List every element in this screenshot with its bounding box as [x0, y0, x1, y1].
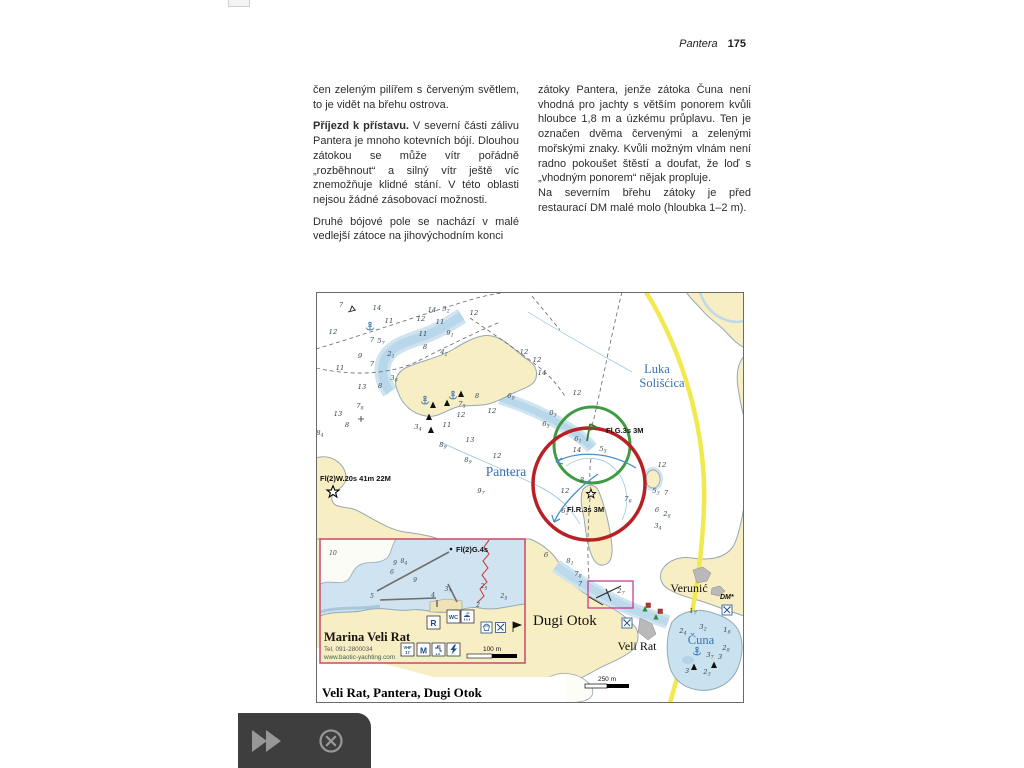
map-caption: Veli Rat, Pantera, Dugi Otok: [322, 685, 482, 700]
depth-number: $6_5$: [542, 420, 550, 430]
caption-strip: [316, 677, 566, 703]
scale-bar-main: [585, 684, 629, 688]
depth-number: 6: [390, 569, 394, 576]
depth-number: 14: [537, 369, 547, 377]
label-light-green: Fl.G.3s 3M: [606, 426, 644, 435]
depth-number: 9: [413, 577, 417, 584]
header-page-number: 175: [727, 38, 746, 50]
running-header: [546, 38, 746, 50]
depth-number: 6: [654, 506, 660, 514]
depth-number: $8_9$: [464, 456, 472, 466]
cuna-lagoon: [667, 610, 742, 690]
depth-number: 7: [369, 336, 375, 344]
depth-number: $6_2$: [561, 507, 569, 517]
icon-label-vhf: VHF: [403, 645, 412, 650]
depth-number: $3_8$: [390, 374, 398, 384]
fast-forward-icon: [250, 729, 286, 753]
depth-number: $2_3$: [703, 668, 711, 678]
depth-number: 12: [487, 407, 497, 415]
depth-number: $2_4$: [679, 627, 687, 637]
depth-number: $6_1$: [574, 435, 582, 445]
depth-number: 12: [456, 411, 466, 419]
depth-number: 12: [328, 328, 338, 336]
depth-number: 3: [717, 653, 723, 661]
depth-number: 12: [492, 452, 502, 460]
restaurant-r-icon: [427, 616, 440, 629]
paragraph: Příjezd k přístavu. V severní části zálivu Pantera je mnoho kotevních bójí. Dlouhou zátokou se může vítr pořádně „rozběhnout“ a silný vítr ještě víc znemožňuje klidné stání. V této oblasti nejsou žádné zásobovací možnosti.: [313, 120, 519, 206]
label-marina-web: www.baotic-yachting.com: [324, 654, 396, 661]
depth-number: $5_3$: [652, 487, 660, 497]
depth-number: $3_4$: [654, 522, 662, 532]
water-tap-icon: [432, 643, 445, 656]
depth-number: 10: [329, 550, 337, 557]
depth-number: 11: [418, 330, 428, 338]
depth-number: 13: [357, 383, 367, 391]
depth-number: 9: [393, 560, 397, 567]
shop-icon: [481, 622, 492, 633]
label-light-inset: Fl(2)G.4s: [456, 545, 489, 554]
depth-number: 6: [543, 551, 549, 559]
depth-number: 8: [422, 343, 428, 351]
depth-number: 3: [684, 667, 690, 675]
depth-number: $2_1$: [387, 350, 395, 360]
depth-number: $0_3$: [549, 409, 557, 419]
depth-number: $8_9$: [439, 441, 447, 451]
depth-number: 2: [476, 602, 480, 609]
depth-number: $5_5$: [599, 445, 607, 455]
market-icon: [417, 643, 430, 656]
depth-number: $1_7$: [689, 607, 697, 617]
depth-number: $2_5$: [500, 593, 508, 602]
depth-number: 14: [372, 304, 382, 312]
icon-label-market-m: M: [419, 645, 428, 656]
depth-number: $8_4$: [316, 429, 324, 439]
depth-number: 13: [465, 436, 475, 444]
depth-number: $8_4$: [400, 558, 408, 567]
depth-number: 5: [370, 593, 374, 600]
depth-number: $3_2$: [699, 623, 707, 633]
electricity-icon: [447, 643, 460, 656]
depth-number: 7: [663, 489, 669, 497]
depth-number: $4_2$: [440, 348, 448, 358]
marina-inset: [320, 539, 525, 663]
label-marina-veli-rat: Marina Veli Rat: [324, 630, 411, 644]
paragraph: Druhé bójové pole se nachází v malé vedlejší zátoce na jihovýchodním konci: [313, 215, 519, 243]
paragraph: zátoky Pantera, jenže zátoka Čuna není vhodná pro jachty s větším ponorem kvůli hloubce 1,8 m a úzkému průplavu. Ten je označen dvěma červenými a zelenými mořskými znaky. Kvůli možným vlnám není radno pokoušet štěstí a doufat, že loď s „vhodným ponorem“ nějak propluje.: [538, 84, 751, 185]
depth-number: $1_8$: [723, 626, 731, 636]
depth-number: 7: [577, 580, 583, 588]
restaurant-icon: [622, 618, 632, 628]
icon-label-wc: WC: [448, 615, 459, 621]
label-marina-tel: Tel. 091-2800034: [324, 646, 373, 653]
depth-number: $5_2$: [442, 305, 450, 315]
label-dugi-otok: Dugi Otok: [533, 613, 597, 629]
label-dm: DM*: [720, 594, 734, 601]
depth-number: 11: [442, 421, 452, 429]
label-luka-soliscica: Luka: [644, 362, 670, 376]
paragraph: Na severním břehu zátoky je před restaurací DM malé molo (hloubka 1–2 m).: [538, 186, 751, 214]
depth-number: 8: [377, 382, 383, 390]
icon-label-restaurant-r: R: [430, 618, 437, 628]
scale-label-100m: 100 m: [482, 646, 502, 653]
depth-number: $3_4$: [414, 423, 422, 433]
depth-number: $7_5$: [458, 400, 466, 410]
depth-number: $2_8$: [663, 510, 671, 520]
nautical-chart-svg: [316, 292, 744, 703]
nautical-chart: [316, 292, 744, 703]
vhf-icon: [401, 643, 414, 656]
depth-number: 12: [416, 315, 426, 323]
depth-number: 8: [579, 476, 585, 484]
header-chapter-title: Pantera: [679, 38, 718, 50]
paragraph: čen zeleným pilířem s červeným světlem, to je vidět na břehu ostrova.: [313, 84, 519, 111]
depth-number: $7_8$: [574, 570, 582, 580]
depth-number: 14: [572, 446, 582, 454]
depth-number: 8: [474, 392, 480, 400]
building-icon: [646, 603, 651, 608]
scale-label-250m: 250 m: [597, 676, 617, 683]
wc-icon: [447, 610, 460, 623]
depth-number: $2_7$: [617, 587, 625, 597]
page-top-fragment: [228, 0, 250, 7]
depth-number: 11: [435, 318, 445, 326]
depth-number: 4: [431, 592, 435, 599]
depth-number: 12: [560, 487, 570, 495]
scale-bar-inset: [467, 654, 517, 658]
depth-number: $7_6$: [624, 495, 632, 505]
depth-number: 12: [657, 461, 667, 469]
depth-number: $2_8$: [722, 644, 730, 654]
reader-toolbar: [238, 713, 371, 768]
label-cuna: Čuna: [687, 633, 715, 647]
building-icon: [658, 609, 663, 614]
depth-number: 12: [519, 348, 529, 356]
close-button[interactable]: [306, 713, 356, 768]
depth-number: $9_1$: [446, 329, 454, 339]
depth-number: 7: [369, 360, 375, 368]
label-verunic: Verunić: [670, 581, 708, 595]
depth-number: 12: [572, 389, 582, 397]
close-icon: [318, 728, 344, 754]
depth-number: $2_5$: [480, 583, 488, 592]
restaurant-icon: [722, 605, 732, 615]
depth-number: 13: [333, 410, 343, 418]
depth-number: 7: [338, 301, 344, 309]
depth-number: $3_7$: [444, 586, 452, 595]
label-light-west: Fl(2)W.20s 41m 22M: [320, 474, 391, 483]
depth-number: $9_7$: [477, 487, 485, 497]
icon-label-vhf-channel: 17: [405, 650, 410, 655]
label-luka-soliscica: Solišćica: [639, 376, 685, 390]
depth-number: 11: [384, 317, 394, 325]
label-veli-rat: Veli Rat: [617, 639, 657, 653]
islet: [646, 470, 660, 488]
text-column-left: [313, 83, 519, 244]
depth-number: 14: [427, 306, 437, 314]
label-light-red: Fl.R.3s 3M: [567, 505, 605, 514]
text-column-right: [538, 83, 751, 215]
depth-number: 9: [357, 352, 363, 360]
fast-forward-button[interactable]: [244, 713, 292, 768]
depth-number: $5_7$: [377, 337, 385, 347]
inset-light-dot: [450, 548, 453, 551]
depth-number: 12: [532, 356, 542, 364]
depth-number: 8: [344, 421, 350, 429]
depth-number: $7_8$: [356, 402, 364, 412]
depth-number: 11: [335, 364, 345, 372]
depth-number: $8_1$: [566, 557, 574, 567]
restaurant-icon: [496, 623, 506, 633]
depth-number: 12: [469, 309, 479, 317]
depth-number: $3_7$: [706, 651, 714, 661]
label-pantera-bay: Pantera: [485, 464, 527, 479]
depth-number: $6_9$: [507, 392, 515, 402]
shower-icon: [461, 610, 474, 623]
